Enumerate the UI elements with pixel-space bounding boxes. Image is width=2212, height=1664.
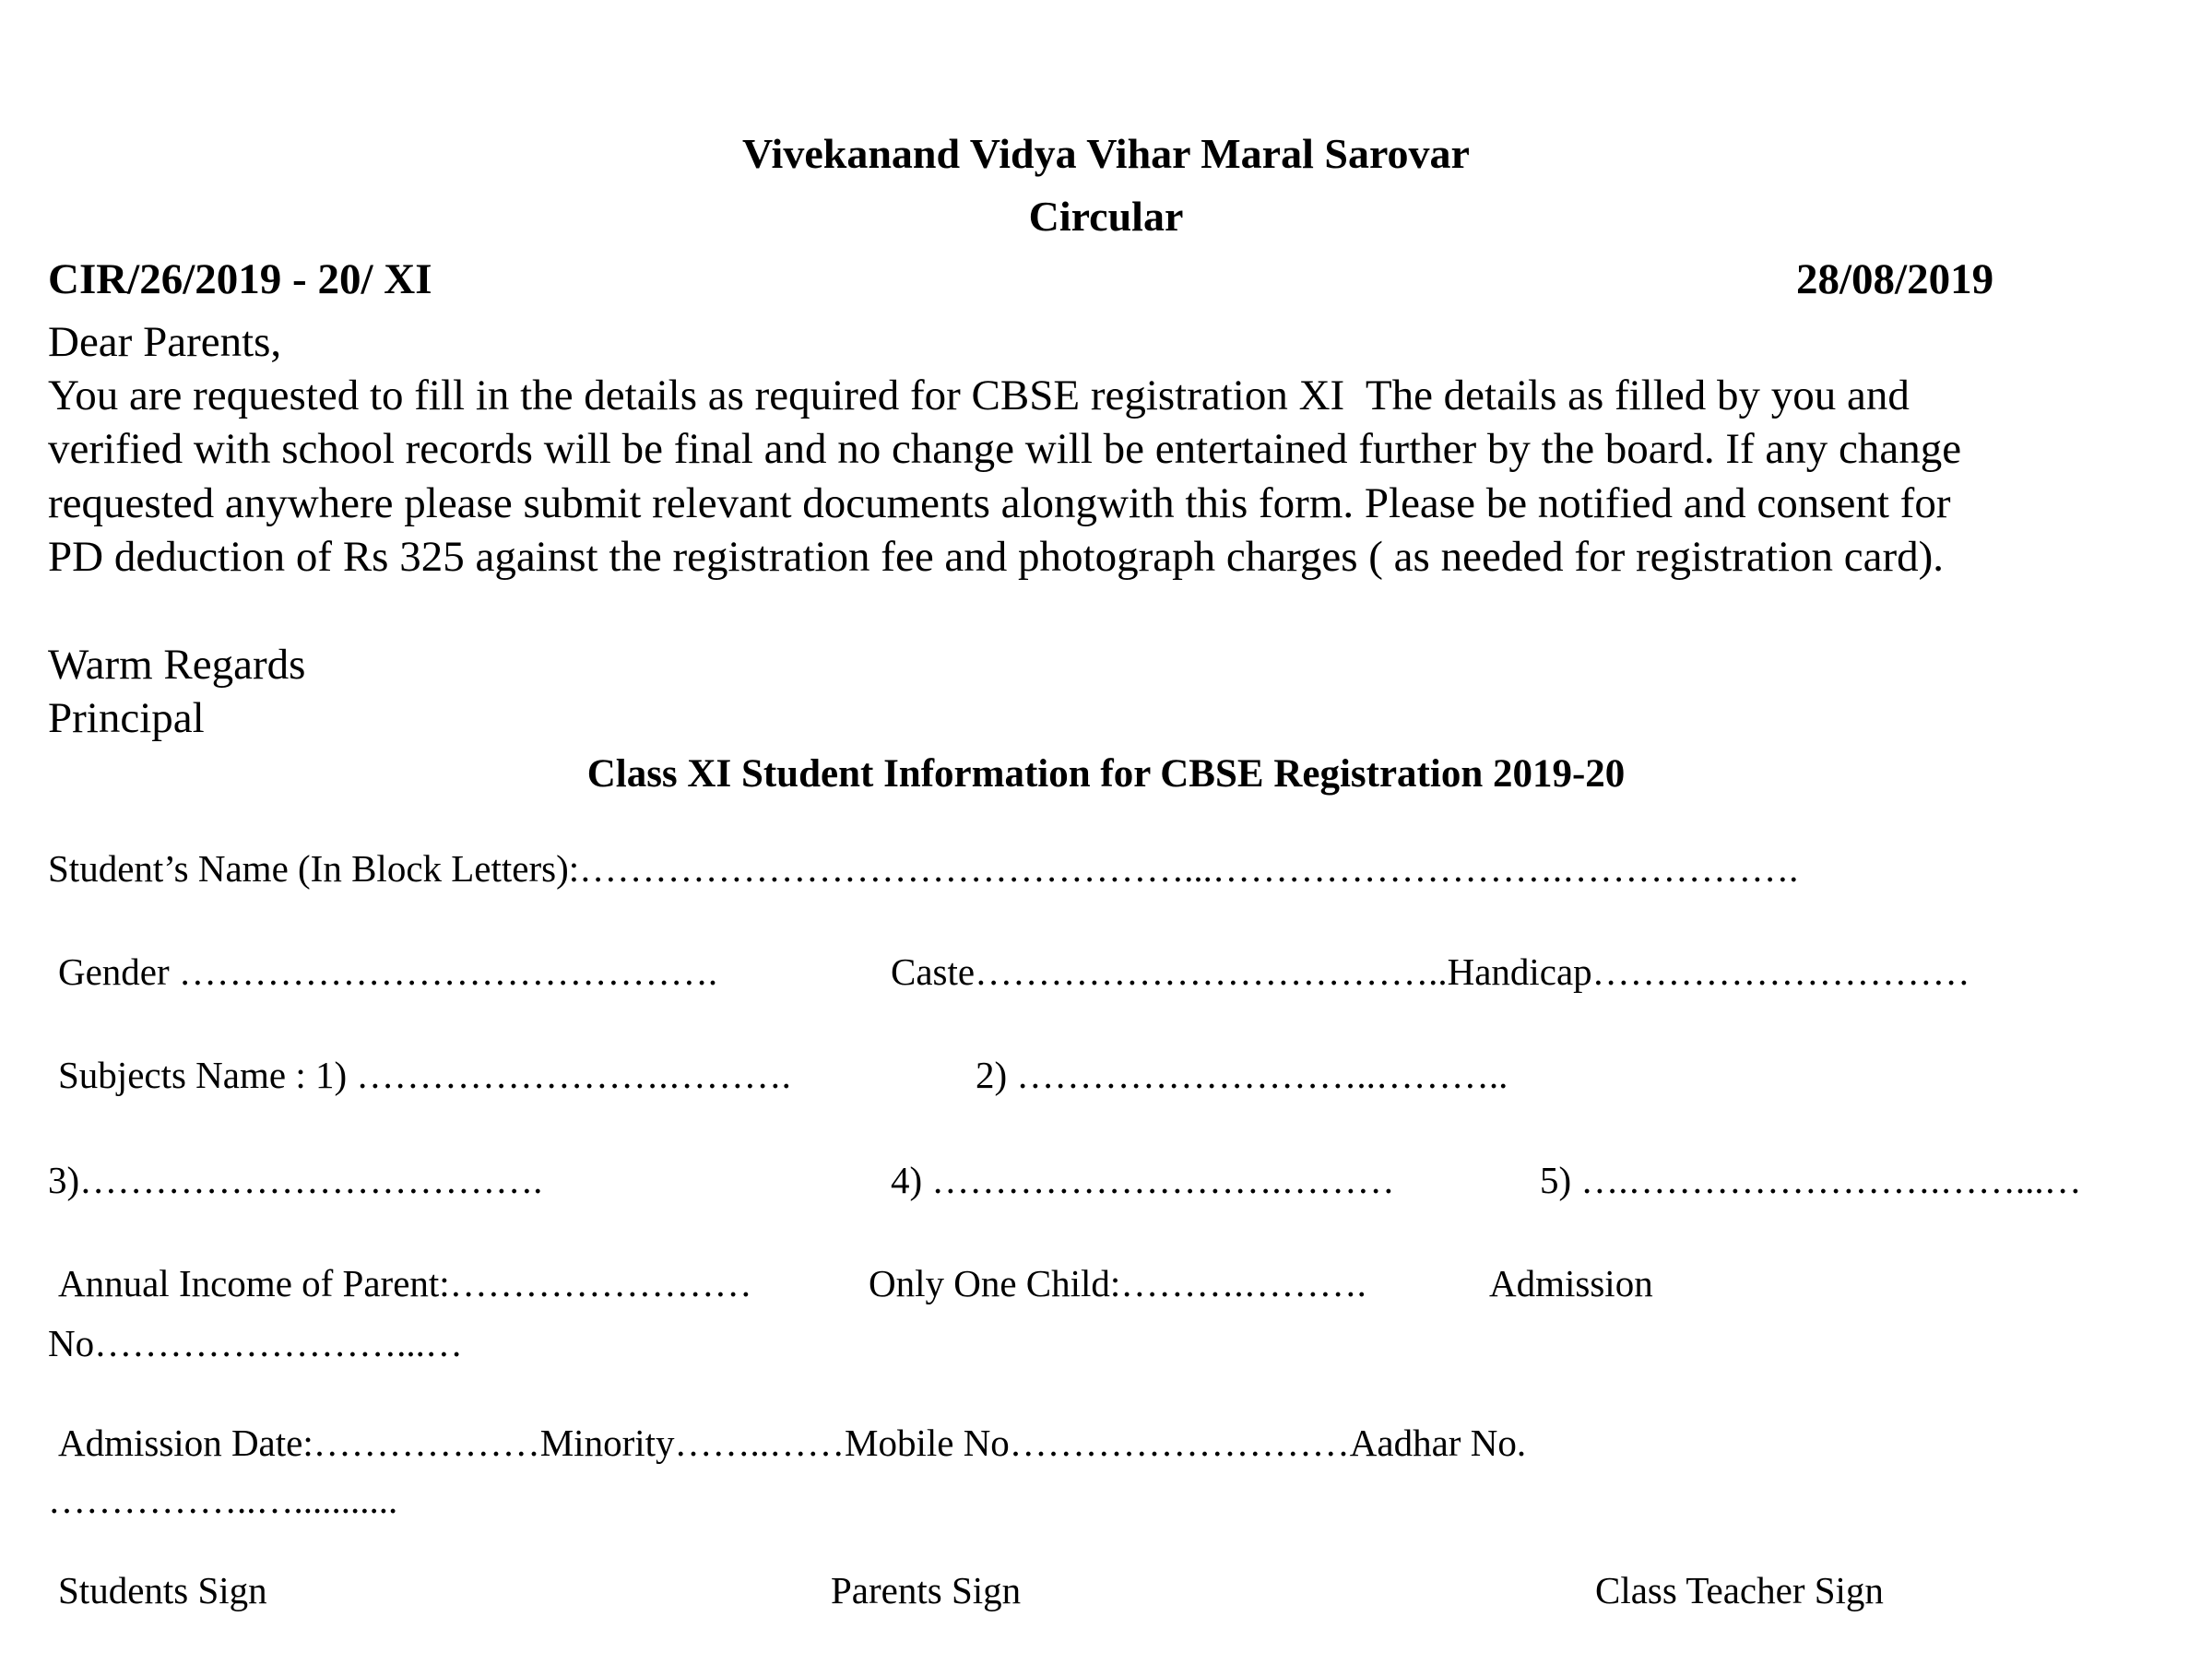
form-title: Class XI Student Information for CBSE Registration 2019-20 [586, 752, 1626, 796]
school-name: Vivekanand Vidya Vihar Maral Sarovar [742, 130, 1470, 177]
subject-4-field: 4) ……………………….……… [891, 1159, 1395, 1201]
gender-field: Gender ……………………………………. [58, 950, 718, 993]
class-teacher-sign-label: Class Teacher Sign [1595, 1569, 1884, 1611]
closing: Warm Regards [48, 641, 306, 689]
body-line-3: requested anywhere please submit relevant documents alongwith this form. Please be notified and consent for [48, 479, 1951, 527]
signatory: Principal [48, 694, 205, 742]
parents-sign-label: Parents Sign [831, 1569, 1022, 1611]
admission-number-field: No……………………...… [48, 1322, 463, 1364]
aadhar-number-dots: ……………..…........... [48, 1479, 398, 1521]
document-type-heading: Circular [1028, 193, 1184, 240]
body-line-2: verified with school records will be final and no change will be entertained further by the board. If any change [48, 425, 1962, 473]
body-line-1: You are requested to fill in the details as required for CBSE registration XI The details as filled by you and [48, 372, 1910, 419]
salutation: Dear Parents, [48, 318, 282, 366]
subject-3-field: 3)………………………………. [48, 1159, 543, 1201]
subject-2-field: 2) ………………………..……….. [976, 1054, 1508, 1096]
caste-handicap-field: Caste………………………………..Handicap………………………… [891, 950, 1970, 993]
annual-income-field: Annual Income of Parent:…………………… [58, 1262, 752, 1304]
admission-label: Admission [1489, 1262, 1653, 1304]
student-name-field: Student’s Name (In Block Letters):…………………………………………...……………………….………………. [48, 847, 1799, 890]
admission-date-row: Admission Date:………………Minority……..……Mobile No………………………Aadhar No. [58, 1422, 1527, 1464]
body-line-4: PD deduction of Rs 325 against the registration fee and photograph charges ( as needed for registration card). [48, 533, 1945, 581]
subject-1-field: Subjects Name : 1) …………………….………. [58, 1054, 791, 1096]
circular-date: 28/08/2019 [1796, 255, 1994, 303]
students-sign-label: Students Sign [58, 1569, 267, 1611]
subject-5-field: 5) ….…………………….……...… [1540, 1159, 2082, 1201]
circular-number: CIR/26/2019 - 20/ XI [48, 255, 432, 303]
only-one-child-field: Only One Child:……….………. [869, 1262, 1366, 1304]
